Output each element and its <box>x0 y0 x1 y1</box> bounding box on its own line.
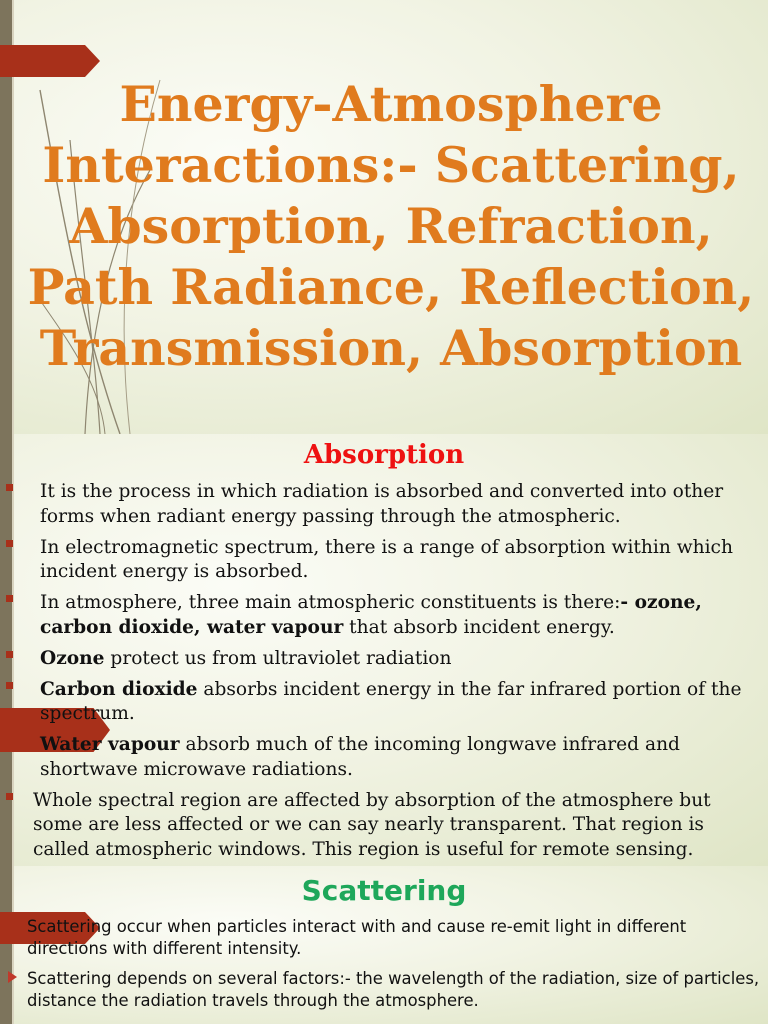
list-item <box>0 789 768 863</box>
bullet-marker <box>6 484 13 491</box>
bullet-marker <box>6 540 13 547</box>
scattering-bullet-list <box>0 916 768 1020</box>
bullet-text: protect us from ultraviolet radiation <box>104 647 452 669</box>
absorption-bullet-list <box>0 480 768 866</box>
bullet-marker <box>6 595 13 602</box>
list-item <box>0 968 768 1012</box>
slide-scattering <box>0 866 768 1024</box>
bullet-text: In electromagnetic spectrum, there is a range of absorption within which incident energy is absorbed. <box>40 536 733 582</box>
slide-title <box>0 0 768 434</box>
bullet-text: In atmosphere, three main atmospheric constituents is there: <box>40 592 621 613</box>
bullet-text: absorb much of the incoming longwave infrared and shortwave microwave radiations. <box>40 734 680 780</box>
list-item <box>0 591 768 640</box>
bullet-text: Scattering occur when particles interact with and cause re-emit light in different directions with different intensity. <box>27 917 687 958</box>
list-item <box>0 647 768 672</box>
bullet-bold-text: Carbon dioxide <box>40 678 198 700</box>
slide-title-text: Energy-Atmosphere Interactions:- Scattering, Absorption, Refraction, Path Radiance, Reflection, Transmission, Absorption <box>27 75 755 377</box>
slide-absorption <box>0 434 768 866</box>
bullet-text: Whole spectral region are affected by absorption of the atmosphere but some are less affected or we can say nearly transparent. That region is called atmospheric windows. This region is useful for remote sensing. <box>33 789 711 860</box>
section-heading-scattering: Scattering <box>301 874 467 907</box>
list-item <box>0 480 768 529</box>
bullet-marker <box>6 651 13 658</box>
bullet-marker <box>6 737 13 744</box>
bullet-bold-text: Water vapour <box>40 734 180 755</box>
bullet-marker <box>6 793 13 800</box>
bullet-text: It is the process in which radiation is absorbed and converted into other forms when radiant energy passing through the atmospheric. <box>40 481 724 527</box>
bullet-bold-text: - ozone, carbon dioxide, water vapour <box>40 592 702 638</box>
list-item <box>0 916 768 960</box>
arrow-bullet-icon <box>8 971 17 983</box>
list-item <box>0 536 768 585</box>
bullet-text: Scattering depends on several factors:- the wavelength of the radiation, size of particles, distance the radiation travels through the atmosphere. <box>27 969 760 1010</box>
section-heading-absorption: Absorption <box>303 440 465 470</box>
list-item <box>0 678 768 727</box>
slide-tag <box>0 45 100 77</box>
list-item <box>0 733 768 782</box>
bullet-marker <box>6 682 13 689</box>
bullet-bold-text: Ozone <box>40 647 105 669</box>
bullet-text: that absorb incident energy. <box>343 616 615 638</box>
bullet-text: absorbs incident energy in the far infrared portion of the spectrum. <box>40 678 742 724</box>
